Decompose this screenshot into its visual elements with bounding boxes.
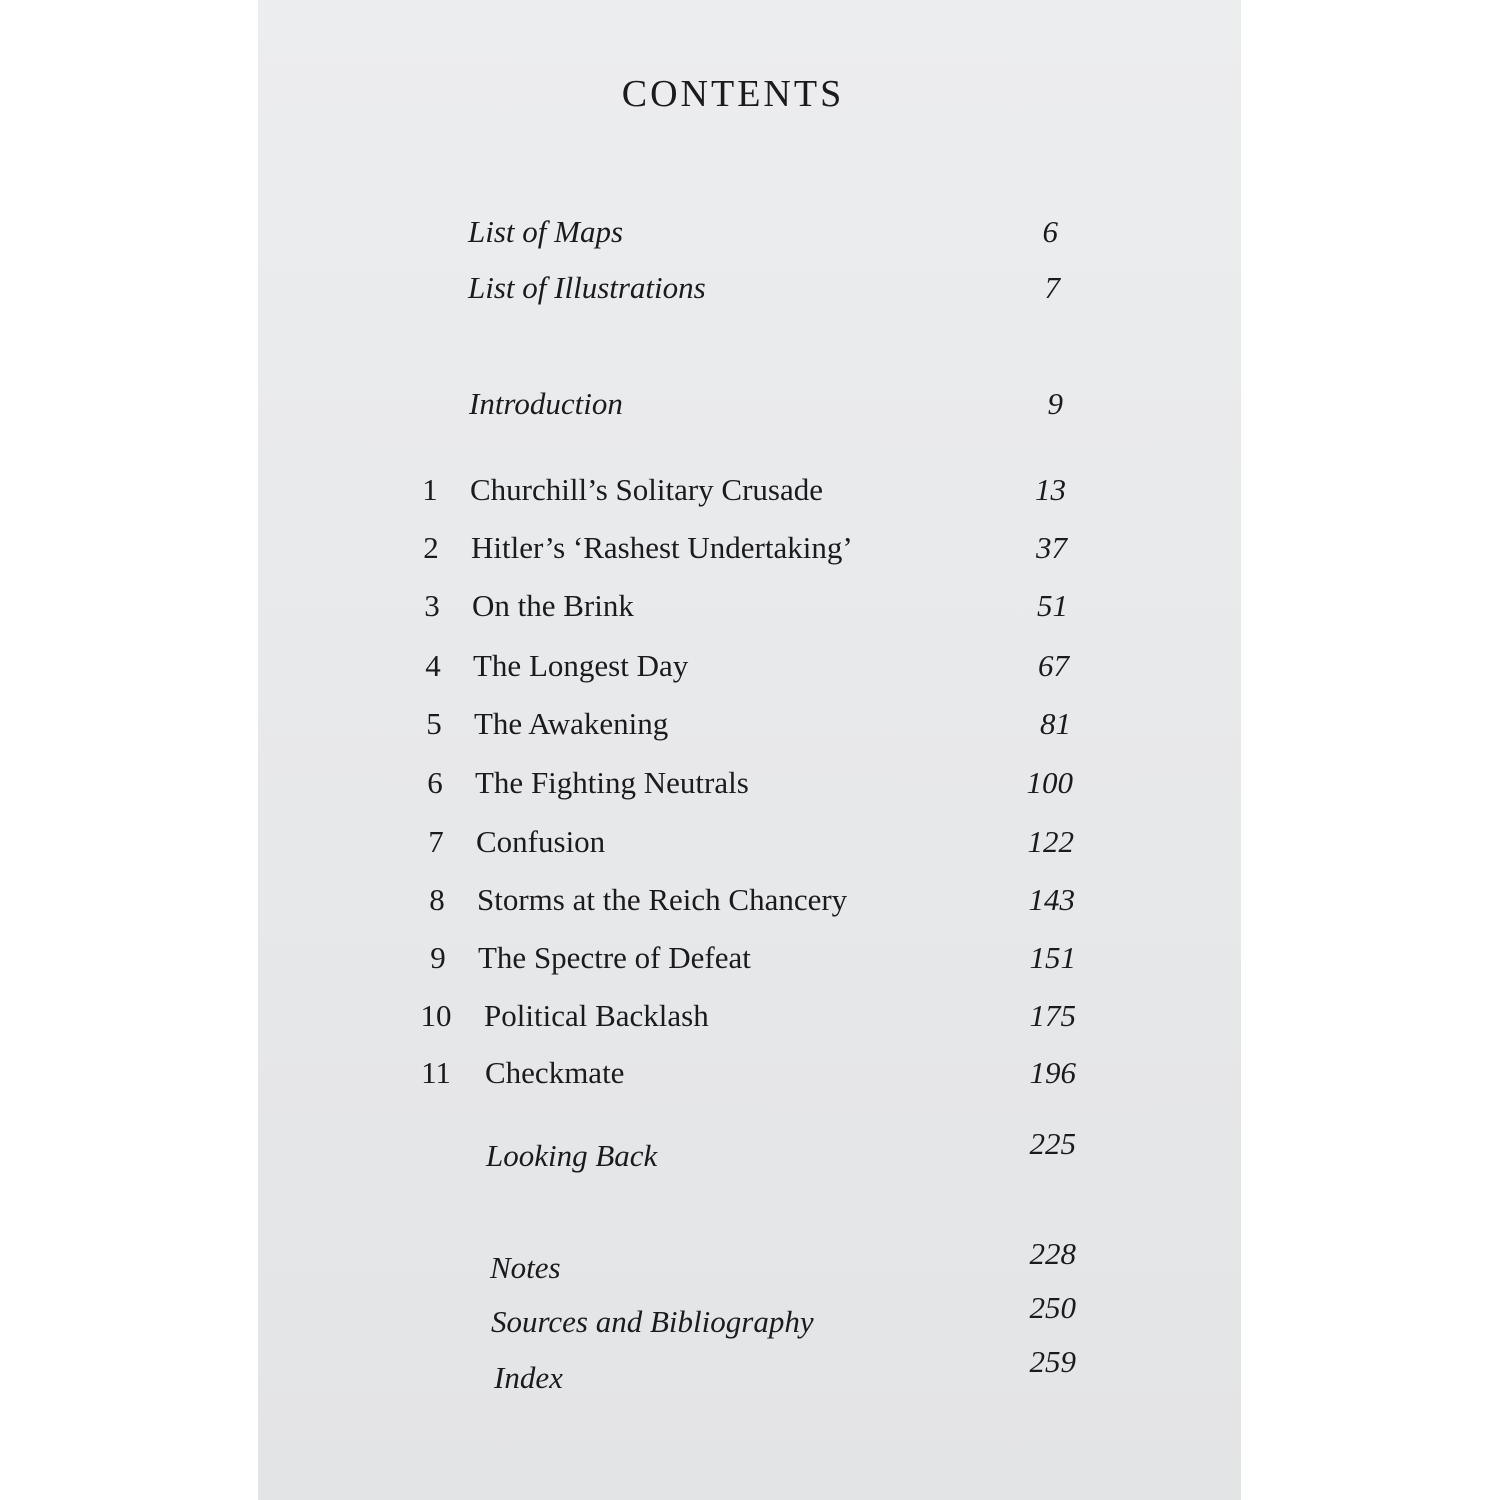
chapter-title: The Fighting Neutrals [475, 765, 749, 800]
toc-chapter-6 [415, 763, 1085, 803]
toc-entry-page: 9 [1047, 386, 1063, 421]
toc-entry-label: Index [494, 1360, 563, 1395]
toc-entry-page: 228 [1029, 1236, 1076, 1271]
toc-entry-page: 259 [1029, 1344, 1076, 1379]
toc-entry-list-of-illustrations [468, 268, 1068, 308]
chapter-title: Hitler’s ‘Rashest Undertaking’ [471, 530, 853, 565]
toc-chapter-7 [416, 822, 1086, 862]
chapter-page: 13 [1035, 472, 1066, 507]
toc-chapter-10 [416, 996, 1086, 1036]
chapter-number: 4 [425, 648, 441, 683]
toc-entry-notes [490, 1236, 1090, 1288]
chapter-number: 2 [423, 530, 439, 565]
chapter-number: 5 [426, 706, 442, 741]
chapter-page: 51 [1037, 588, 1068, 623]
chapter-number: 10 [420, 998, 452, 1033]
toc-chapter-4 [413, 646, 1083, 686]
toc-entry-label: Introduction [469, 386, 623, 421]
chapter-number: 11 [421, 1055, 451, 1090]
toc-entry-page: 7 [1044, 270, 1060, 305]
chapter-number: 3 [424, 588, 440, 623]
toc-chapter-1 [410, 470, 1080, 510]
toc-chapter-3 [412, 586, 1082, 626]
toc-entry-introduction [469, 384, 1069, 424]
toc-entry-label: Looking Back [486, 1138, 658, 1173]
chapter-title: The Longest Day [473, 648, 689, 683]
chapter-page: 151 [1029, 940, 1076, 975]
chapter-title: Political Backlash [484, 998, 709, 1033]
toc-entry-index [494, 1344, 1094, 1398]
toc-entry-label: Sources and Bibliography [491, 1304, 814, 1339]
chapter-page: 175 [1029, 998, 1076, 1033]
chapter-page: 196 [1029, 1055, 1076, 1090]
toc-chapter-9 [418, 938, 1088, 978]
toc-entry-page: 225 [1029, 1126, 1076, 1161]
chapter-title: Storms at the Reich Chancery [477, 882, 848, 917]
chapter-title: Confusion [476, 824, 606, 859]
chapter-page: 67 [1038, 648, 1069, 683]
toc-chapter-5 [414, 704, 1084, 744]
chapter-page: 143 [1028, 882, 1075, 917]
chapter-title: The Spectre of Defeat [478, 940, 751, 975]
toc-chapter-2 [411, 528, 1081, 568]
toc-entry-label: List of Maps [468, 214, 624, 249]
chapter-number: 6 [427, 765, 443, 800]
toc-entry-label: List of Illustrations [468, 270, 706, 305]
chapter-number: 1 [422, 472, 438, 507]
chapter-title: The Awakening [474, 706, 669, 741]
chapter-number: 8 [429, 882, 445, 917]
chapter-page: 81 [1040, 706, 1071, 741]
toc-entry-list-of-maps [468, 212, 1068, 252]
toc-entry-page: 250 [1029, 1290, 1076, 1325]
chapter-number: 7 [428, 824, 444, 859]
chapter-title: Checkmate [485, 1055, 625, 1090]
chapter-title: Churchill’s Solitary Crusade [470, 472, 824, 507]
chapter-page: 37 [1036, 530, 1067, 565]
toc-entry-label: Notes [490, 1250, 561, 1285]
chapter-page: 100 [1026, 765, 1073, 800]
toc-entry-sources-and-bibliography [491, 1290, 1091, 1342]
toc-chapter-11 [416, 1053, 1086, 1093]
toc-chapter-8 [417, 880, 1087, 920]
contents-heading: CONTENTS [621, 73, 845, 115]
chapter-title: On the Brink [472, 588, 634, 623]
toc-entry-looking-back [486, 1126, 1086, 1176]
chapter-page: 122 [1027, 824, 1074, 859]
book-page [258, 0, 1241, 1500]
toc-entry-page: 6 [1042, 214, 1058, 249]
chapter-number: 9 [430, 940, 446, 975]
